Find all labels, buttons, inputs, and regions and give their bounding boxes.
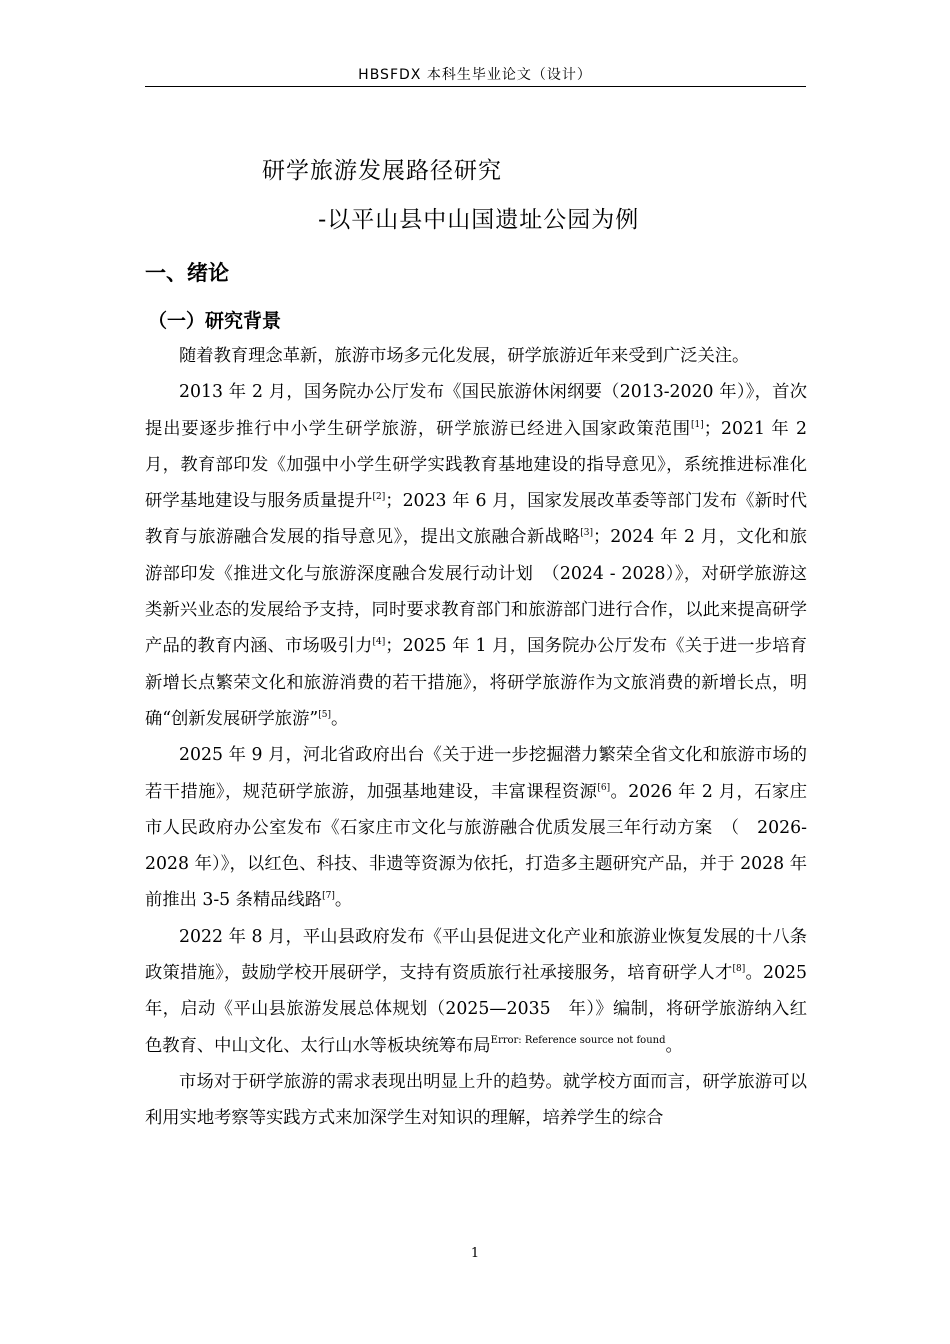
- text-run: 。: [334, 890, 353, 911]
- paragraph-3: [145, 737, 807, 918]
- page-number: 1: [470, 1246, 480, 1261]
- text-run: 2013 年 2 月，国务院办公厅发布《国民旅游休闲纲要（2013-2020 年）》，首次提出要逐步推行中小学生研学旅游，研学旅游已经进入国家政策范围: [145, 382, 807, 439]
- text-run: 。: [665, 1035, 683, 1056]
- text-run: ；2021 年 2 月，教育部印发《加强中小学生研学实践教育基地建设的指导意见》，系统推进标准化研学基地建设与服务质量提升: [145, 418, 807, 512]
- citation: [5]: [318, 709, 331, 720]
- paragraph-5: 市场对于研学旅游的需求表现出明显上升的趋势。就学校方面而言，研学旅游可以利用实地考察等实践方式来加深学生对知识的理解，培养学生的综合: [145, 1071, 807, 1129]
- citation: [3]: [580, 528, 594, 539]
- citation: [1]: [690, 419, 704, 430]
- citation: [8]: [732, 964, 746, 975]
- text-run: 。2026 年 2 月，石家庄市人民政府办公室发布《石家庄市文化与旅游融合优质发展三年行动方案 （ 2026-2028 年）》，以红色、科技、非遗等资源为依托，打造多主题研究产品，并于 2028 年前推出 3-5 条精品线路: [145, 781, 807, 911]
- citation: [2]: [372, 492, 386, 503]
- section-heading: 一、绪论: [145, 261, 229, 285]
- text-run: 。: [330, 708, 349, 729]
- running-header: HBSFDX 本科生毕业论文（设计）: [358, 67, 592, 83]
- citation: [7]: [322, 891, 335, 902]
- text-run: ；2023 年 6 月，国家发展改革委等部门发布《新时代教育与旅游融合发展的指导意见》，提出文旅融合新战略: [145, 491, 807, 548]
- text-run: 2022 年 8 月，平山县政府发布《平山县促进文化产业和旅游业恢复发展的十八条政策措施》，鼓励学校开展研学，支持有资质旅行社承接服务，培育研学人才: [145, 926, 807, 984]
- text-run: 2025 年 9 月，河北省政府出台《关于进一步挖掘潜力繁荣全省文化和旅游市场的若干措施》，规范研学旅游，加强基地建设，丰富课程资源: [145, 745, 807, 802]
- text-run: 。2025 年，启动《平山县旅游发展总体规划（2025—2035 年）》编制，将研学旅游纳入红色教育、中山文化、太行山水等板块统筹布局: [145, 963, 807, 1056]
- paragraph-4: [145, 919, 807, 1064]
- citation: [4]: [372, 637, 386, 648]
- paper-title: 研学旅游发展路径研究: [262, 158, 502, 184]
- paragraph-2: [145, 374, 807, 737]
- header-rule: [145, 86, 806, 87]
- text-run: ；2024 年 2 月，文化和旅游部印发《推进文化与旅游深度融合发展行动计划 （2024 - 2028）》，对研学旅游这类新兴业态的发展给予支持，同时要求教育部门和旅游部门进行合作，以此来提高研学产品的教育内涵、市场吸引力: [145, 527, 807, 657]
- text-run: ；2025 年 1 月，国务院办公厅发布《关于进一步培育新增长点繁荣文化和旅游消费的若干措施》，将研学旅游作为文旅消费的新增长点，明确“创新发展研学旅游”: [145, 636, 807, 729]
- paper-subtitle: -以平山县中山国遗址公园为例: [318, 207, 640, 233]
- paragraph-1: 随着教育理念革新，旅游市场多元化发展，研学旅游近年来受到广泛关注。: [179, 346, 750, 366]
- reference-error: Error: Reference source not found: [490, 1034, 666, 1046]
- subsection-heading: （一）研究背景: [148, 310, 282, 332]
- citation: [6]: [597, 782, 611, 793]
- body-text: [145, 338, 807, 1137]
